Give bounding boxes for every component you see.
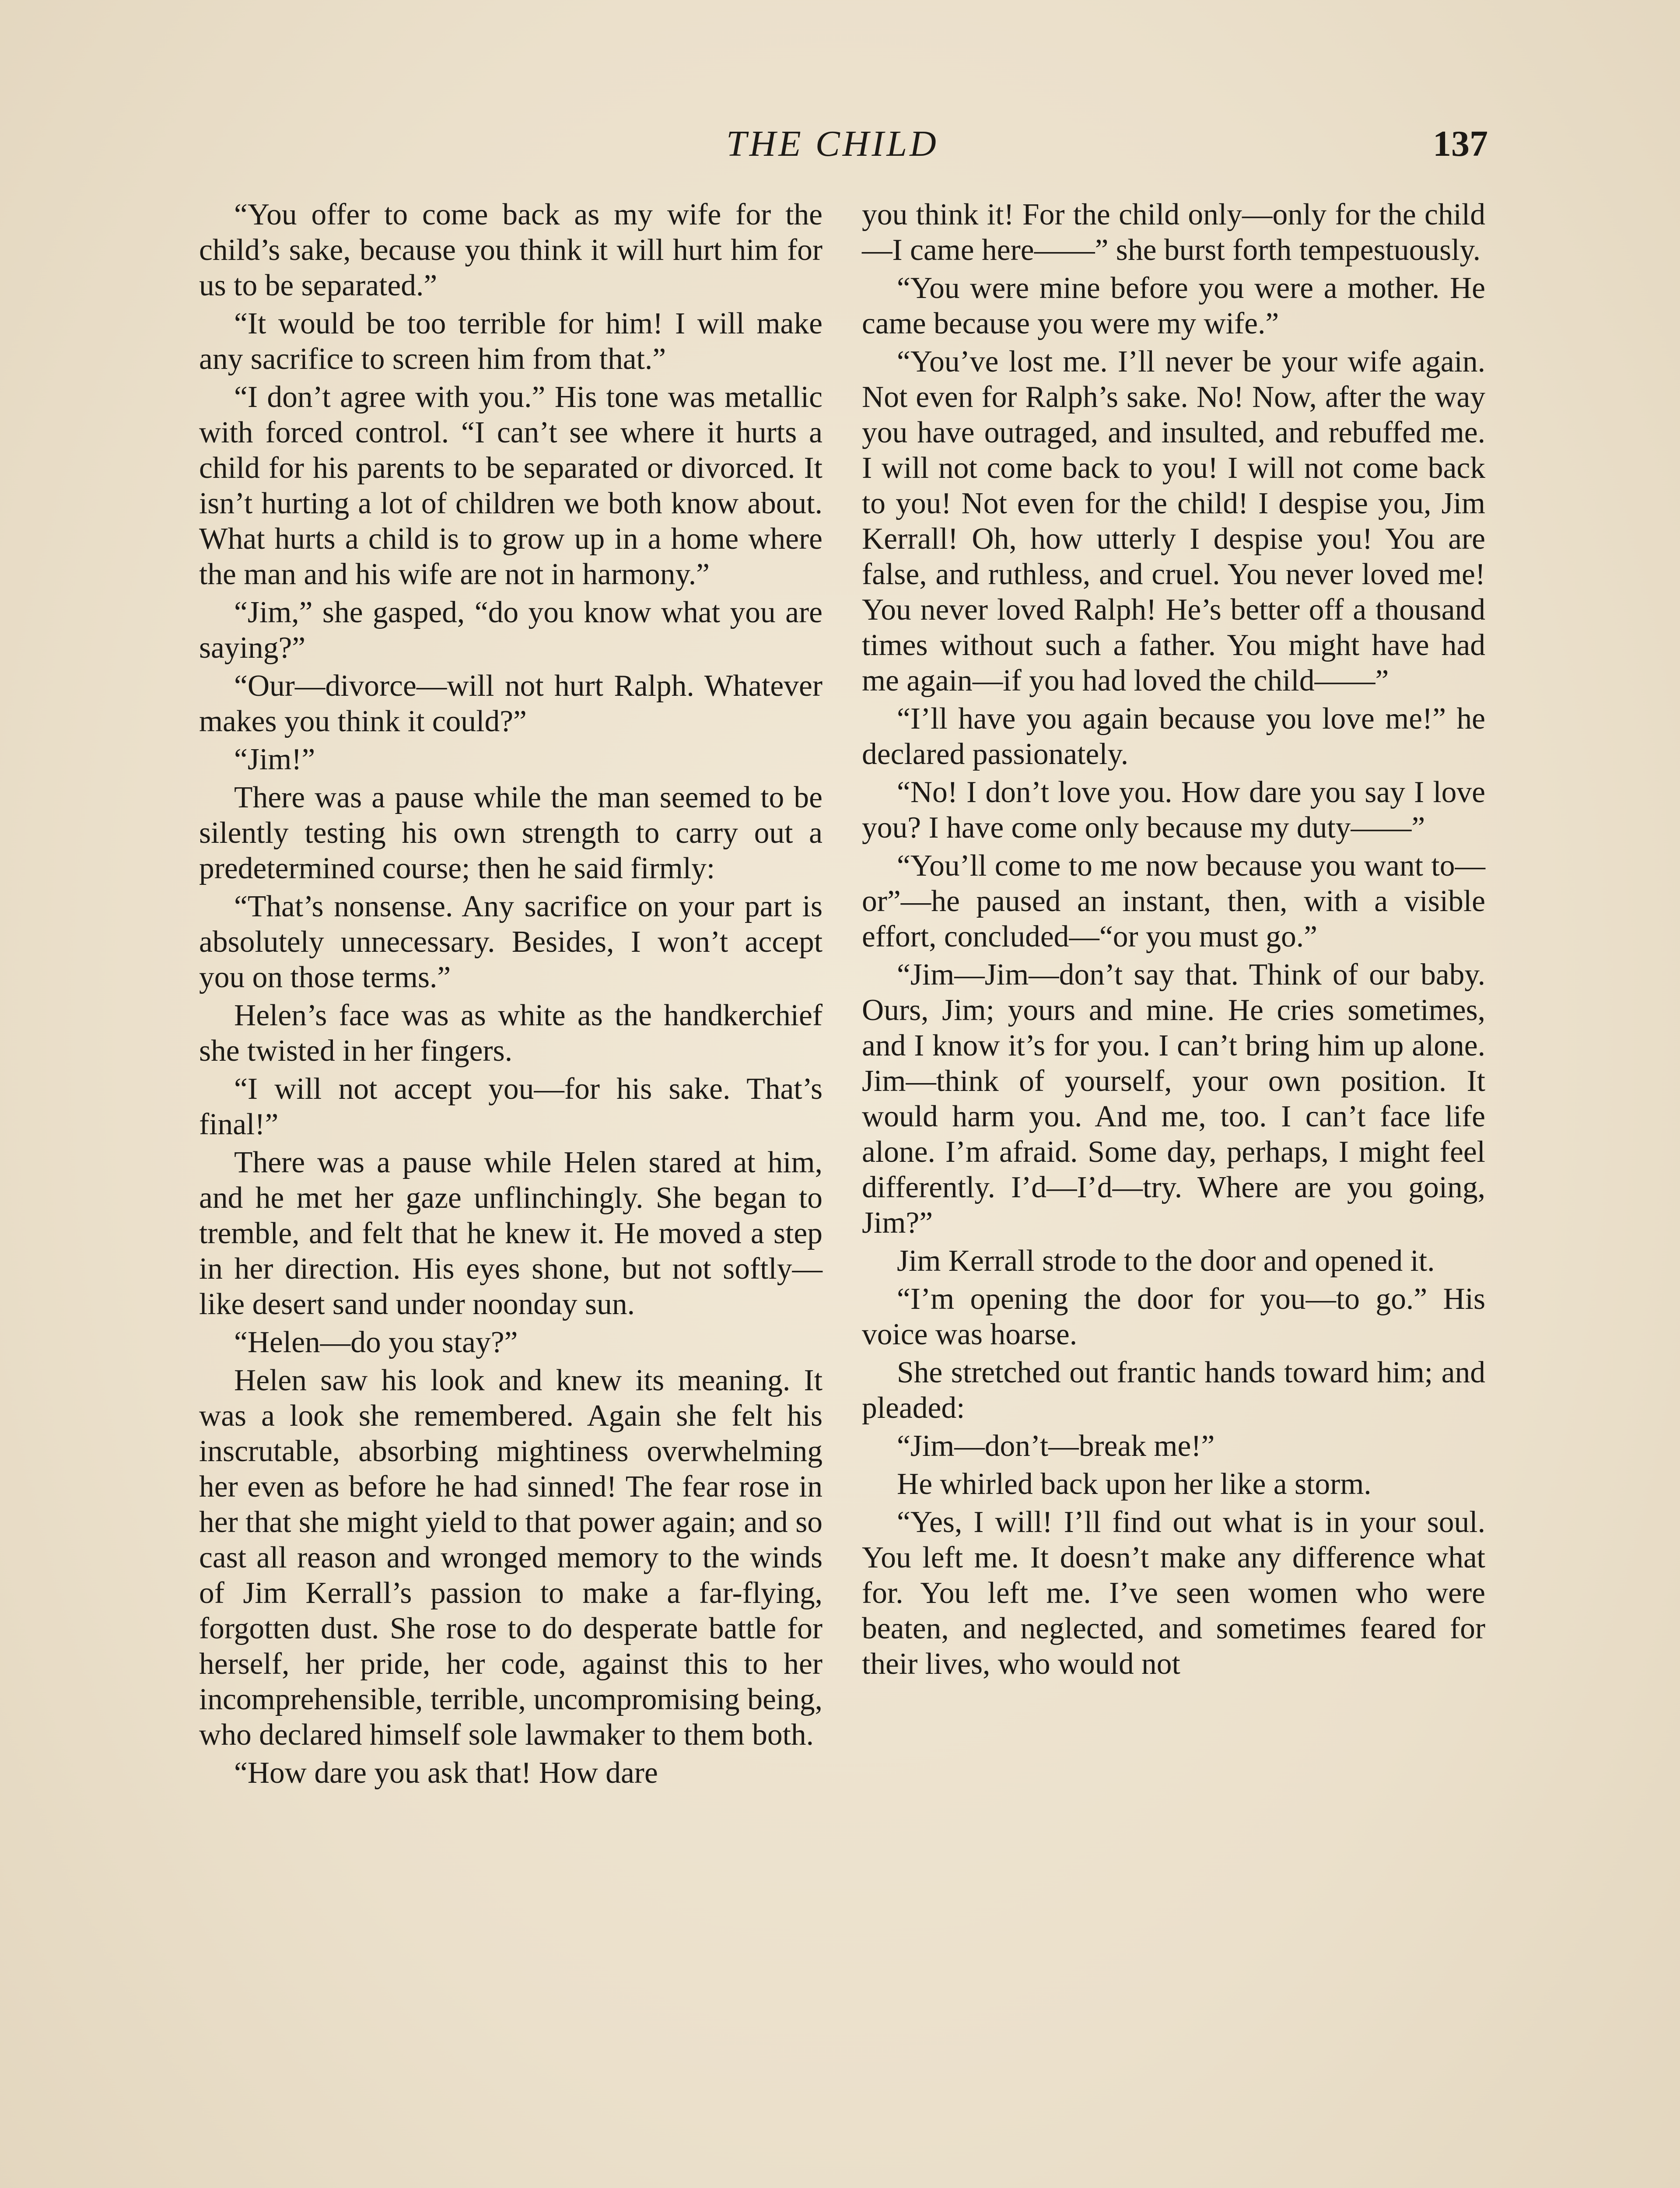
paragraph: “Jim—Jim—don’t say that. Think of our baby. Ours, Jim; yours and mine. He cries sometimes, and I know it’s for you. I can’t bring him up alone. Jim—think of yourself, your own position. It would harm you. And me, too. I can’t face life alone. I’m afraid. Some day, perhaps, I might feel differently. I’d—I’d—try. Where are you going, Jim?” — [862, 958, 1485, 1240]
paragraph: “Helen—do you stay?” — [234, 1325, 518, 1359]
paragraph: Helen’s face was as white as the handkerchief she twisted in her fingers. — [199, 999, 822, 1068]
paragraph: She stretched out frantic hands toward him; and pleaded: — [862, 1356, 1485, 1425]
paragraph: “You’ve lost me. I’ll never be your wife again. Not even for Ralph’s sake. No! Now, after the way you have outraged, and insulted, and rebuffed me. I will not come back to you! I will not come back to you! Not even for the child! I despise you, Jim Kerrall! Oh, how utterly I despise you! You are false, and ruthless, and cruel. You never loved me! You never loved Ralph! He’s better off a thousand times without such a father. You might have had me again—if you had loved the child——” — [862, 345, 1485, 698]
paragraph: “It would be too terrible for him! I will make any sacrifice to screen him from that.” — [199, 307, 822, 376]
paragraph: “Jim,” she gasped, “do you know what you are saying?” — [199, 596, 822, 665]
paragraph: “Jim—don’t—break me!” — [897, 1429, 1215, 1463]
paragraph: Jim Kerrall strode to the door and opened it. — [897, 1244, 1435, 1278]
paragraph: “You offer to come back as my wife for the child’s sake, because you think it will hurt him for us to be separated.” — [199, 198, 822, 302]
left-text-column — [199, 197, 822, 1793]
paragraph: “I don’t agree with you.” His tone was metallic with forced control. “I can’t see where it hurts a child for his parents to be separated or divorced. It isn’t hurting a lot of children we both know about. What hurts a child is to grow up in a home where the man and his wife are not in harmony.” — [199, 380, 822, 591]
paragraph: “I’m opening the door for you—to go.” His voice was hoarse. — [862, 1282, 1485, 1351]
paragraph: “How dare you ask that! How dare — [234, 1756, 658, 1790]
paragraph: There was a pause while the man seemed to be silently testing his own strength to carry out a predetermined course; then he said firmly: — [199, 781, 822, 885]
paragraph: “No! I don’t love you. How dare you say I love you? I have come only because my duty——” — [862, 775, 1485, 845]
paragraph: you think it! For the child only—only for the child—I came here——” she burst forth tempestuously. — [862, 198, 1485, 267]
paragraph: He whirled back upon her like a storm. — [897, 1467, 1372, 1501]
paragraph: “You’ll come to me now because you want to—or”—he paused an instant, then, with a visible effort, concluded—“or you must go.” — [862, 849, 1485, 954]
paragraph: “I will not accept you—for his sake. That’s final!” — [199, 1072, 822, 1141]
page-number: 137 — [1433, 123, 1488, 164]
paragraph: Helen saw his look and knew its meaning. It was a look she remembered. Again she felt his inscrutable, absorbing mightiness overwhelming her even as before he had sinned! The fear rose in her that she might yield to that power again; and so cast all reason and wronged memory to the winds of Jim Kerrall’s passion to make a far-flying, forgotten dust. She rose to do desperate battle for herself, her pride, her code, against this to her incomprehensible, terrible, uncompromising being, who declared himself sole lawmaker to them both. — [199, 1364, 822, 1752]
running-title: THE CHILD — [726, 123, 939, 164]
paragraph: “That’s nonsense. Any sacrifice on your part is absolutely unnecessary. Besides, I won’t accept you on those terms.” — [199, 890, 822, 994]
paragraph: “Our—divorce—will not hurt Ralph. Whatever makes you think it could?” — [199, 669, 822, 738]
right-text-column — [862, 197, 1485, 1684]
running-head — [0, 123, 1680, 171]
paragraph: “Yes, I will! I’ll find out what is in your soul. You left me. It doesn’t make any difference what for. You left me. I’ve seen women who were beaten, and neglected, and sometimes feared for their lives, who would not — [862, 1505, 1485, 1681]
paragraph: “You were mine before you were a mother. He came because you were my wife.” — [862, 271, 1485, 340]
paragraph: “I’ll have you again because you love me!” he declared passionately. — [862, 702, 1485, 771]
paragraph: “Jim!” — [234, 743, 315, 776]
paragraph: There was a pause while Helen stared at him, and he met her gaze unflinchingly. She began to tremble, and felt that he knew it. He moved a step in her direction. His eyes shone, but not softly—like desert sand under noonday sun. — [199, 1146, 822, 1321]
